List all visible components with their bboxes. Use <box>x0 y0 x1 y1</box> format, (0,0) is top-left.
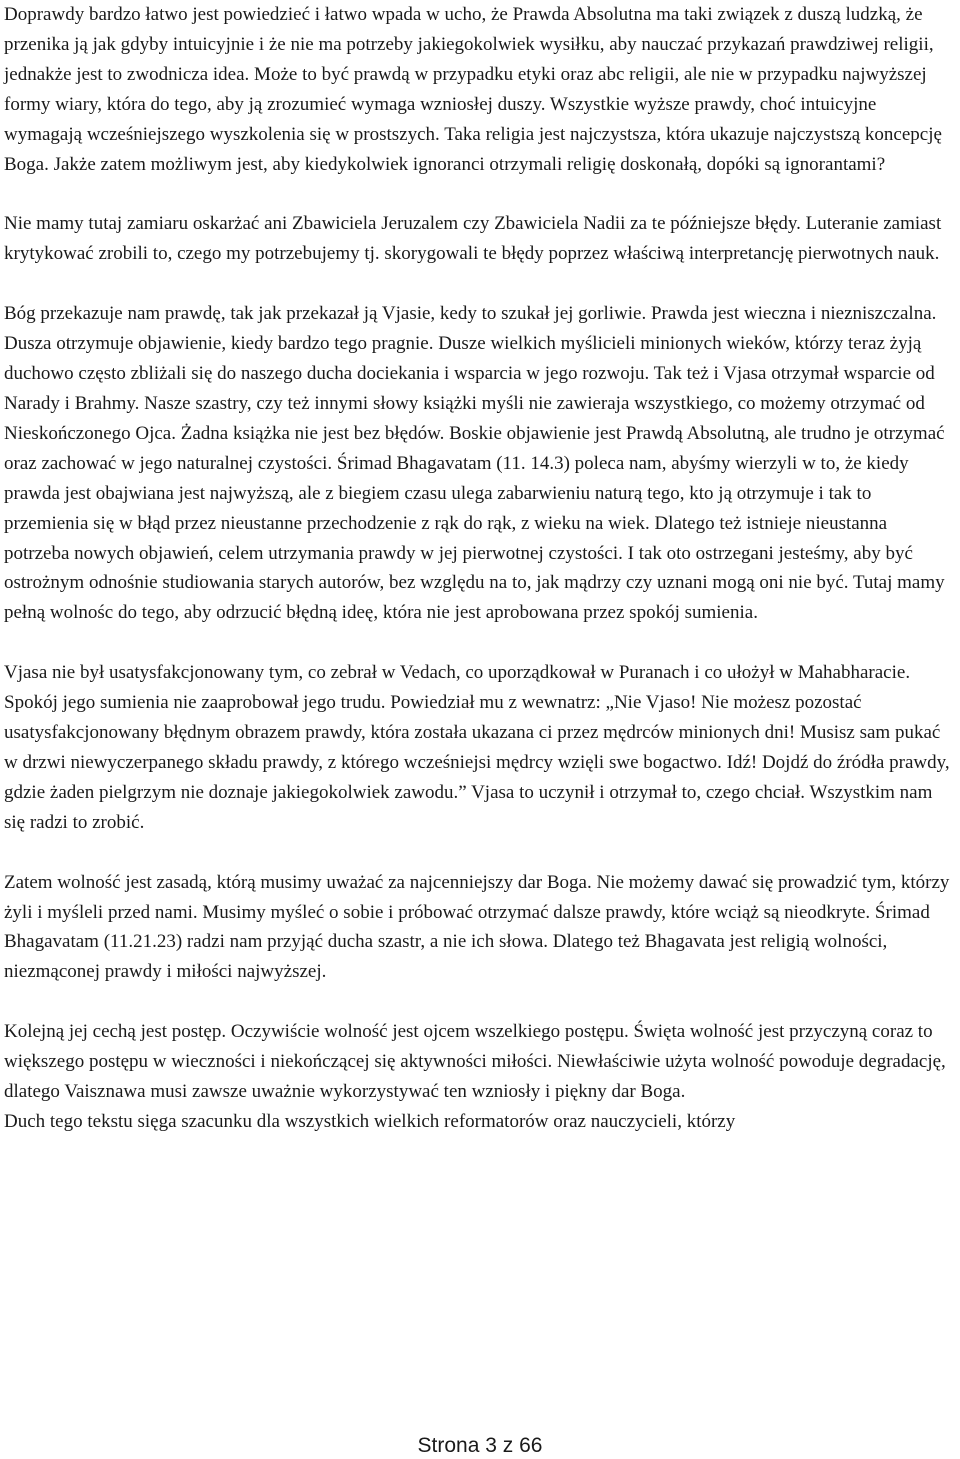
paragraph-7: Duch tego tekstu sięga szacunku dla wszystkich wielkich reformatorów oraz nauczycieli, którzy <box>4 1111 736 1132</box>
paragraph-3: Bóg przekazuje nam prawdę, tak jak przekazał ją Vjasie, kedy to szukał jej gorliwie. Prawda jest wieczna i niezniszczalna. Dusza otrzymuje objawienie, kiedy bardzo tego pragnie. Dusze wielkich myślicieli minionych wieków, którzy teraz żyją duchowo często zbliżali się do naszego ducha dociekania i wsparcia w jego rozwoju. Tak też i Vjasa otrzymał wsparcie od Narady i Brahmy. Nasze szastry, czy też innymi słowy książki myśli nie zawieraja wszystkiego, co możemy otrzymać od Nieskończonego Ojca. Żadna książka nie jest bez błędów. Boskie objawienie jest Prawdą Absolutną, ale trudno je otrzymać oraz zachować w jego naturalnej czystości. Śrimad Bhagavatam (11. 14.3) poleca nam, abyśmy wierzyli w to, że kiedy prawda jest obajwiana jest najwyższą, ale z biegiem czasu ulega zabarwieniu naturą tego, kto ją otrzymuje i tak to przemienia się w błąd przez nieustanne przechodzenie z rąk do rąk, z wieku na wiek. Dlatego też istnieje nieustanna potrzeba nowych objawień, celem utrzymania prawdy w jej pierwotnej czystości. I tak oto ostrzegani jesteśmy, aby być ostrożnym odnośnie studiowania starych autorów, bez względu na to, jak mądrzy czy uznani mogą oni nie być. Tutaj mamy pełną wolnośc do tego, aby odrzucić błędną ideę, która nie jest aprobowana przez spokój sumienia. <box>4 303 945 624</box>
paragraph-6: Kolejną jej cechą jest postęp. Oczywiście wolność jest ojcem wszelkiego postępu. Święta wolność jest przyczyną coraz to większego postępu w wieczności i niekończącej się aktywności miłości. Niewłaściwie użyta wolność powoduje degradację, dlatego Vaisznawa musi zawsze uważnie wykorzystywać ten wzniosły i piękny dar Boga. <box>4 1021 946 1103</box>
paragraph-2: Nie mamy tutaj zamiaru oskarżać ani Zbawiciela Jeruzalem czy Zbawiciela Nadii za te późniejsze błędy. Luteranie zamiast krytykować zrobili to, czego my potrzebujemy tj. skorygowali te błędy poprzez właściwą interpretancję pierwotnych nauk. <box>4 213 942 265</box>
page-number-footer: Strona 3 z 66 <box>417 1434 543 1457</box>
paragraph-1: Doprawdy bardzo łatwo jest powiedzieć i łatwo wpada w ucho, że Prawda Absolutna ma taki związek z duszą ludzką, że przenika ją jak gdyby intuicyjnie i że nie ma potrzeby jakiegokolwiek wysiłku, aby nauczać przykazań prawdziwej religii, jednakże jest to zwodnicza idea. Może to być prawdą w przypadku etyki oraz abc religii, ale nie w przypadku najwyższej formy wiary, która do tego, aby ją zrozumieć wymaga wzniosłej duszy. Wszystkie wyższe prawdy, choć intuicyjne wymagają wcześniejszego wyszkolenia się w prostszych. Taka religia jest najczystsza, która ukazuje najczystszą koncepcję Boga. Jakże zatem możliwym jest, aby kiedykolwiek ignoranci otrzymali religię doskonałą, dopóki są ignorantami? <box>4 4 942 175</box>
paragraph-4: Vjasa nie był usatysfakcjonowany tym, co zebrał w Vedach, co uporządkował w Puranach i co ułożył w Mahabharacie. Spokój jego sumienia nie zaaprobował jego trudu. Powiedział mu z wewnatrz: „Nie Vjaso! Nie możesz pozostać usatysfakcjonowany błędnym obrazem prawdy, która została ukazana ci przez mędrców minionych dni! Musisz sam pukać w drzwi niewyczerpanego składu prawdy, z którego wcześniejsi mędrcy wzięli swe bogactwo. Idź! Dojdź do źródła prawdy, gdzie żaden pielgrzym nie doznaje jakiegokolwiek zawodu.” Vjasa to uczynił i otrzymał to, czego chciał. Wszystkim nam się radzi to zrobić. <box>4 662 950 833</box>
paragraph-5: Zatem wolność jest zasadą, którą musimy uważać za najcenniejszy dar Boga. Nie możemy dawać się prowadzić tym, którzy żyli i myśleli przed nami. Musimy myśleć o sobie i próbować otrzymać dalsze prawdy, które wciąż są nieodkryte. Śrimad Bhagavatam (11.21.23) radzi nam przyjąć ducha szastr, a nie ich słowa. Dlatego też Bhagavata jest religią wolności, niezmąconej prawdy i miłości najwyższej. <box>4 871 950 983</box>
